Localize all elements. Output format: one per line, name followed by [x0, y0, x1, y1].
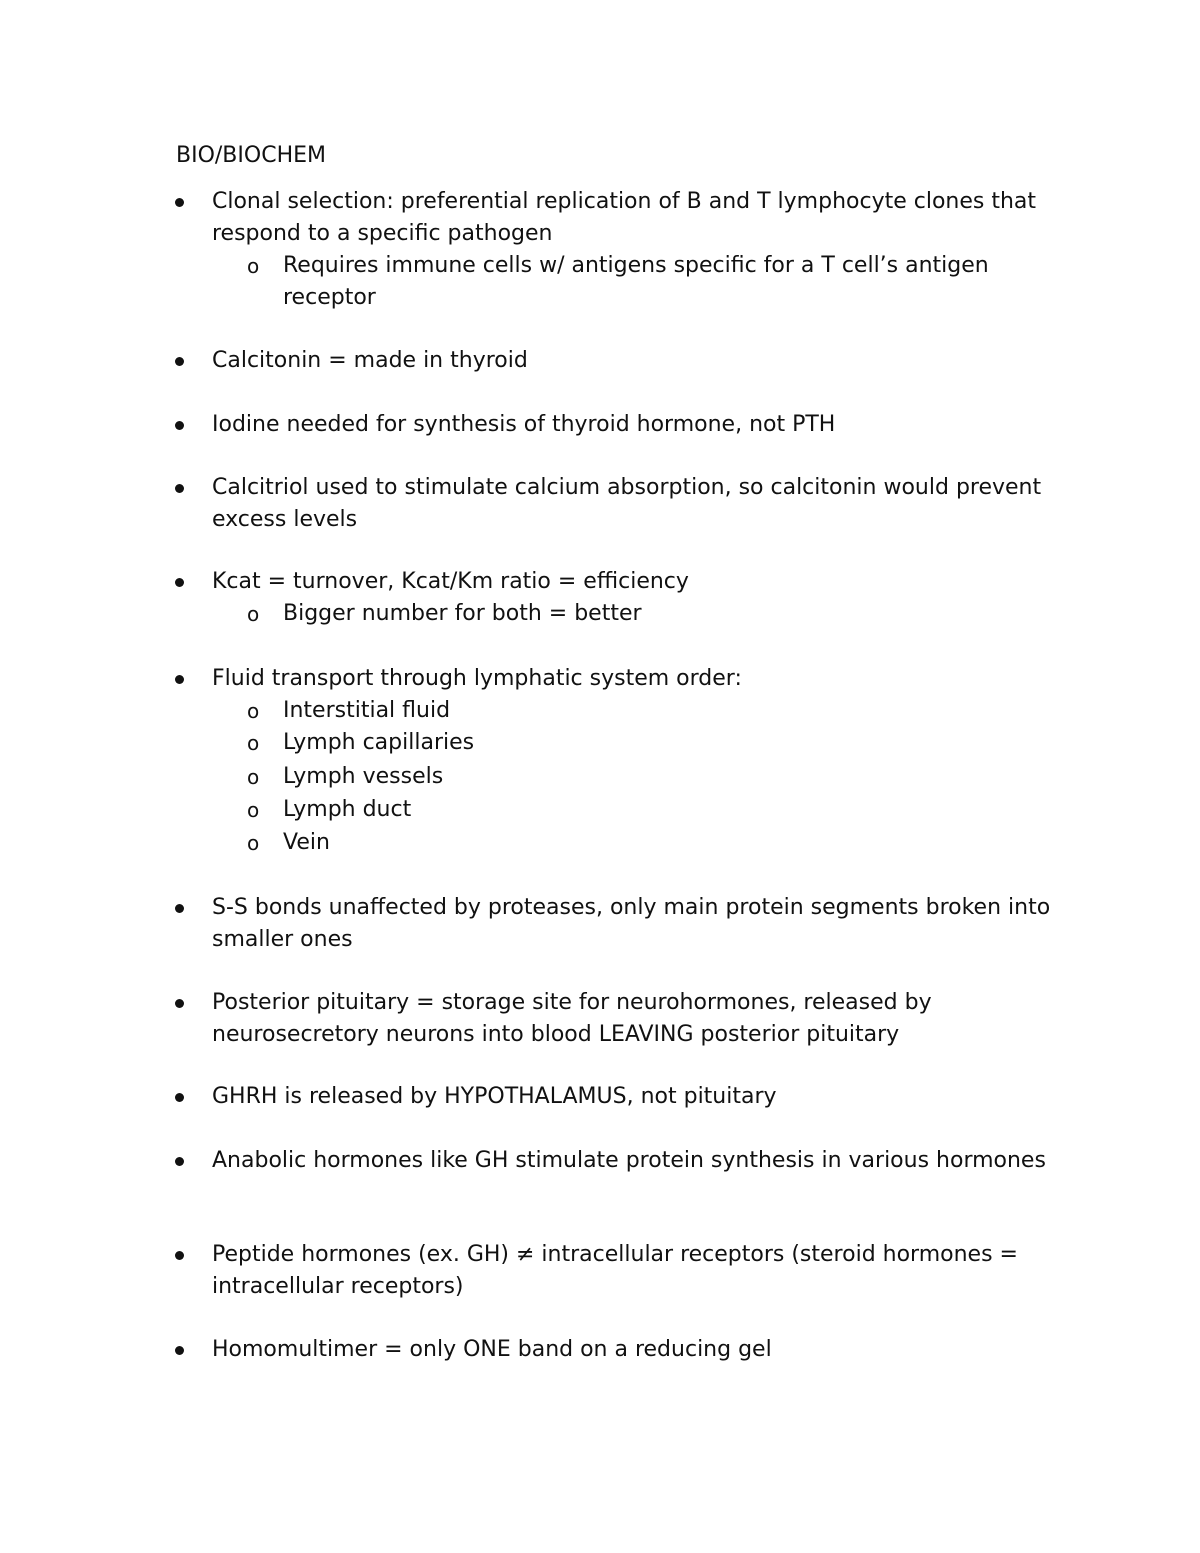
- list-item: Kcat = turnover, Kcat/Km ratio = efficiency: [212, 569, 689, 594]
- sub-bullet-icon: o: [247, 731, 260, 755]
- bullet-icon: [175, 421, 184, 430]
- list-item: Homomultimer = only ONE band on a reducing gel: [212, 1337, 772, 1362]
- bullet-icon: [175, 675, 184, 684]
- list-item: Anabolic hormones like GH stimulate protein synthesis in various hormones: [212, 1148, 1046, 1173]
- sub-list-item: Requires immune cells w/ antigens specific for a T cell’s antigen receptor: [283, 253, 989, 310]
- sub-bullet-icon: o: [247, 765, 260, 789]
- bullet-icon: [175, 357, 184, 366]
- sub-list-item: Bigger number for both = better: [283, 601, 642, 626]
- list-item: Peptide hormones (ex. GH) ≠ intracellular receptors (steroid hormones = intracellular receptors): [212, 1242, 1018, 1299]
- bullet-icon: [175, 1346, 184, 1355]
- bullet-icon: [175, 578, 184, 587]
- sub-list-item: Lymph capillaries: [283, 730, 475, 755]
- sub-bullet-icon: o: [247, 602, 260, 626]
- sub-list-item: Vein: [283, 830, 330, 855]
- bullet-icon: [175, 1093, 184, 1102]
- bullet-icon: [175, 198, 184, 207]
- sub-bullet-icon: o: [247, 699, 260, 723]
- list-item: Clonal selection: preferential replication of B and T lymphocyte clones that respond to a specific pathogen: [212, 189, 1037, 246]
- sub-bullet-icon: o: [247, 831, 260, 855]
- sub-list-item: Interstitial fluid: [283, 698, 451, 723]
- bullet-icon: [175, 1157, 184, 1166]
- bullet-icon: [175, 484, 184, 493]
- bullet-icon: [175, 904, 184, 913]
- sub-bullet-icon: o: [247, 798, 260, 822]
- list-item: S-S bonds unaffected by proteases, only main protein segments broken into smaller ones: [212, 895, 1051, 952]
- list-item: Calcitonin = made in thyroid: [212, 348, 528, 373]
- sub-list-item: Lymph duct: [283, 797, 412, 822]
- list-item: Posterior pituitary = storage site for neurohormones, released by neurosecretory neurons into blood LEAVING posterior pituitary: [212, 990, 932, 1047]
- page-heading: BIO/BIOCHEM: [176, 143, 326, 168]
- list-item: GHRH is released by HYPOTHALAMUS, not pituitary: [212, 1084, 777, 1109]
- sub-list-item: Lymph vessels: [283, 764, 444, 789]
- bullet-icon: [175, 999, 184, 1008]
- list-item: Calcitriol used to stimulate calcium absorption, so calcitonin would prevent excess levels: [212, 475, 1042, 532]
- bullet-icon: [175, 1251, 184, 1260]
- list-item: Iodine needed for synthesis of thyroid hormone, not PTH: [212, 412, 836, 437]
- sub-bullet-icon: o: [247, 254, 260, 278]
- list-item: Fluid transport through lymphatic system order:: [212, 666, 742, 691]
